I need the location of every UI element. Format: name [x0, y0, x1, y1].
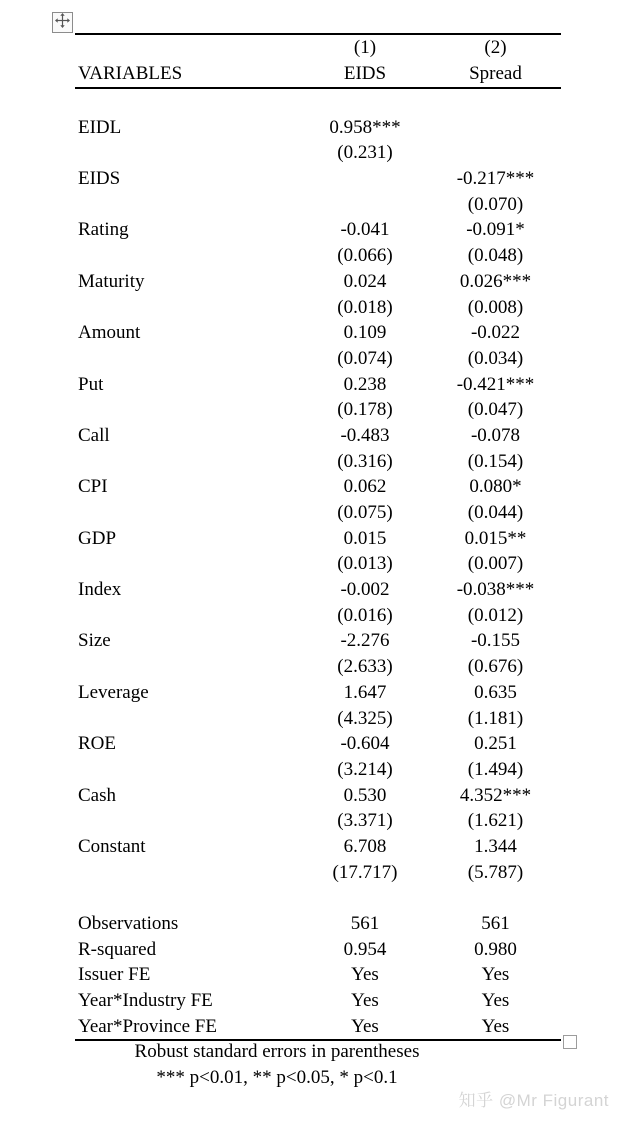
- stderr-col1: (2.633): [337, 656, 393, 678]
- coef-col2: -0.038***: [456, 579, 535, 601]
- table-notes: [75, 1039, 479, 1091]
- variable-name: Index: [78, 579, 122, 601]
- table-row: [75, 449, 561, 475]
- stderr-col2: (1.181): [467, 707, 524, 729]
- coef-col2: 0.026***: [459, 270, 532, 292]
- coef-col2: -0.217***: [456, 168, 535, 190]
- stderr-col2: (0.048): [467, 245, 524, 267]
- coef-col1: -0.604: [340, 733, 390, 755]
- coef-col2: -0.078: [470, 424, 521, 446]
- table-row: [75, 372, 561, 398]
- coef-col2: 0.080*: [469, 476, 522, 498]
- coefficient-rows: [75, 115, 561, 886]
- coef-col1: 1.647: [343, 681, 387, 703]
- stat-col1: 0.954: [343, 938, 387, 960]
- se-empty-cell: [75, 192, 300, 218]
- variable-name: Leverage: [78, 681, 149, 703]
- stderr-col1: (0.066): [337, 245, 393, 267]
- table-row: [75, 834, 561, 860]
- stderr-col1: (0.016): [337, 604, 393, 626]
- coef-col1: -2.276: [340, 630, 390, 652]
- coef-col1: 6.708: [343, 835, 387, 857]
- stderr-col2: (0.012): [467, 604, 524, 626]
- variable-name: EIDL: [78, 116, 122, 138]
- variable-name: Call: [78, 424, 110, 446]
- stderr-col2: (0.070): [467, 193, 524, 215]
- variable-name: Cash: [78, 784, 116, 806]
- table-row: [75, 166, 561, 192]
- stat-col1: 561: [350, 913, 380, 934]
- se-empty-cell: [75, 449, 300, 475]
- table-row: [75, 217, 561, 243]
- coef-col1: 0.024: [343, 270, 387, 292]
- stderr-col1: (0.316): [337, 450, 393, 472]
- col2-name: Spread: [469, 63, 522, 84]
- se-empty-cell: [75, 706, 300, 732]
- stderr-col1: (3.371): [337, 810, 393, 832]
- coef-col2: 0.635: [474, 681, 517, 703]
- coef-col1: -0.041: [340, 219, 390, 241]
- stderr-col1: (4.325): [337, 707, 393, 729]
- variable-name: Maturity: [78, 270, 145, 292]
- stderr-col1: (0.231): [337, 142, 393, 164]
- table-row: [75, 680, 561, 706]
- stderr-col2: (1.621): [467, 810, 524, 832]
- se-empty-cell: [75, 860, 300, 886]
- stderr-col1: (0.074): [337, 347, 393, 369]
- stat-name: Year*Industry FE: [78, 990, 213, 1012]
- variable-name: Constant: [78, 835, 146, 857]
- stat-name: Issuer FE: [78, 964, 151, 986]
- table-row: [75, 243, 561, 269]
- regression-table: [75, 33, 561, 1041]
- table-row: [75, 423, 561, 449]
- coef-col1: 0.062: [343, 476, 387, 498]
- coef-col2: 0.015**: [464, 527, 527, 549]
- coef-col2: 0.251: [474, 733, 517, 755]
- header-empty-cell: [75, 35, 300, 61]
- variable-name: Size: [78, 630, 111, 652]
- stat-name: R-squared: [78, 938, 157, 960]
- col2-model-number: (2): [484, 37, 507, 58]
- watermark-text: 知乎 @Mr Figurant: [458, 1091, 609, 1110]
- table-row: [75, 500, 561, 526]
- se-empty-cell: [75, 654, 300, 680]
- table-row: [75, 397, 561, 423]
- header-row-model-numbers: [75, 35, 561, 61]
- stderr-col1: (17.717): [332, 861, 398, 883]
- se-empty-cell: [75, 295, 300, 321]
- variable-name: Put: [78, 373, 104, 395]
- statistics-rows: [75, 911, 561, 1039]
- stderr-col2: [430, 140, 561, 166]
- coef-col2: -0.155: [470, 630, 521, 652]
- table-row: [75, 551, 561, 577]
- coef-col2: 4.352***: [459, 784, 532, 806]
- stderr-col2: (0.034): [467, 347, 524, 369]
- coef-col2: -0.091*: [466, 219, 525, 241]
- table-header: [75, 35, 561, 89]
- table-row: [75, 269, 561, 295]
- se-empty-cell: [75, 603, 300, 629]
- table-row: [75, 757, 561, 783]
- table-row: [75, 603, 561, 629]
- table-row: [75, 860, 561, 886]
- stderr-col1: [300, 192, 430, 218]
- stat-col1: Yes: [351, 1015, 379, 1037]
- move-arrows-icon: [55, 13, 70, 33]
- coef-col1: [300, 166, 430, 192]
- variable-name: Rating: [78, 219, 129, 241]
- coef-col1: 0.238: [343, 373, 387, 395]
- table-row: [75, 115, 561, 141]
- stderr-col1: (0.075): [337, 502, 393, 523]
- stderr-col2: (0.154): [467, 450, 524, 472]
- table-move-handle[interactable]: [52, 12, 73, 33]
- table-row: [75, 937, 561, 963]
- blank-row: [75, 89, 561, 115]
- blank-row: [75, 885, 561, 911]
- table-row: [75, 654, 561, 680]
- variable-name: GDP: [78, 527, 117, 549]
- stderr-col2: (1.494): [467, 758, 524, 780]
- note-significance: *** p<0.01, ** p<0.05, * p<0.1: [156, 1067, 398, 1088]
- stderr-col1: (0.018): [337, 296, 393, 318]
- se-empty-cell: [75, 551, 300, 577]
- se-empty-cell: [75, 346, 300, 372]
- header-row-column-names: [75, 61, 561, 87]
- table-row: [75, 988, 561, 1014]
- stderr-col2: (0.007): [467, 553, 524, 575]
- table-row: [75, 192, 561, 218]
- se-empty-cell: [75, 500, 300, 526]
- coef-col2: -0.421***: [456, 373, 535, 395]
- coef-col1: 0.530: [343, 784, 387, 806]
- variable-name: Amount: [78, 322, 141, 344]
- col1-name: EIDS: [343, 63, 387, 84]
- variable-name: EIDS: [78, 168, 121, 190]
- table-row: [75, 808, 561, 834]
- variable-name: CPI: [78, 476, 108, 498]
- table-row: [75, 140, 561, 166]
- table-row: [75, 783, 561, 809]
- table-row: [75, 911, 561, 937]
- stderr-col2: (0.044): [467, 502, 524, 523]
- stderr-col2: (0.008): [467, 296, 524, 318]
- se-empty-cell: [75, 757, 300, 783]
- se-empty-cell: [75, 140, 300, 166]
- stat-name: Year*Province FE: [78, 1015, 217, 1037]
- stderr-col2: (5.787): [467, 861, 524, 883]
- stat-col2: 561: [481, 913, 510, 934]
- note-robust-se: Robust standard errors in parentheses: [134, 1041, 420, 1062]
- stat-col1: Yes: [351, 990, 379, 1012]
- table-row: [75, 706, 561, 732]
- coef-col1: 0.109: [343, 322, 387, 344]
- stderr-col1: (0.013): [337, 553, 393, 575]
- coef-col2: [430, 115, 561, 141]
- se-empty-cell: [75, 397, 300, 423]
- coef-col2: 1.344: [474, 835, 517, 857]
- se-empty-cell: [75, 808, 300, 834]
- stat-col2: Yes: [481, 990, 510, 1012]
- stderr-col2: (0.676): [467, 656, 524, 678]
- table-row: [75, 474, 561, 500]
- stat-col2: Yes: [481, 964, 510, 986]
- col1-model-number: (1): [353, 37, 377, 58]
- variables-header: VARIABLES: [78, 63, 183, 84]
- table-row: [75, 346, 561, 372]
- stderr-col1: (0.178): [337, 399, 393, 421]
- variable-name: ROE: [78, 733, 116, 755]
- stat-col2: 0.980: [474, 938, 517, 960]
- se-empty-cell: [75, 243, 300, 269]
- coef-col1: -0.483: [340, 424, 390, 446]
- stderr-col2: (0.047): [467, 399, 524, 421]
- table-row: [75, 731, 561, 757]
- table-row: [75, 320, 561, 346]
- table-row: [75, 1014, 561, 1040]
- coef-col1: -0.002: [340, 579, 390, 601]
- table-row: [75, 577, 561, 603]
- coef-col1: 0.958***: [329, 116, 401, 138]
- table-row: [75, 962, 561, 988]
- table-row: [75, 628, 561, 654]
- table-row: [75, 295, 561, 321]
- table-row: [75, 526, 561, 552]
- stat-name: Observations: [78, 913, 179, 934]
- table-resize-handle[interactable]: [563, 1035, 577, 1049]
- coef-col2: -0.022: [470, 322, 521, 344]
- stat-col1: Yes: [351, 964, 379, 986]
- coef-col1: 0.015: [343, 527, 387, 549]
- stderr-col1: (3.214): [337, 758, 393, 780]
- stat-col2: Yes: [481, 1015, 510, 1037]
